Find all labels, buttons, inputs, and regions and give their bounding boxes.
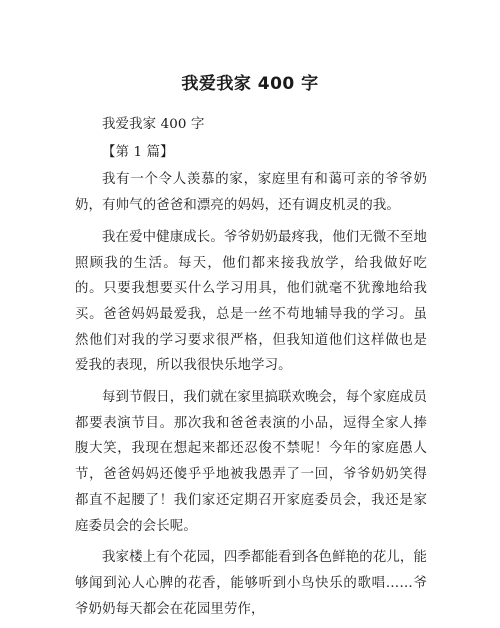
paragraph-4: 我家楼上有个花园，四季都能看到各色鲜艳的花儿，能够闻到沁人心脾的花香，能够听到小鸟快乐的歌唱……爷爷奶奶每天都会在花园里劳作， — [75, 550, 427, 617]
document-body — [75, 112, 427, 628]
section-label: 【第 1 篇】 — [102, 144, 174, 160]
paragraph-1: 我有一个令人羡慕的家，家庭里有和蔼可亲的爷爷奶奶，有帅气的爸爸和漂亮的妈妈，还有调皮机灵的我。 — [75, 172, 427, 214]
document-subtitle: 我爱我家 400 字 — [102, 117, 205, 132]
document-title: 我爱我家 400 字 — [181, 74, 319, 94]
paragraph-3: 每到节假日，我们就在家里搞联欢晚会，每个家庭成员都要表演节目。那次我和爸爸表演的小品，逗得全家人捧腹大笑，我现在想起来都还忍俊不禁呢！今年的家庭愚人节，爸爸妈妈还傻乎乎地被我愚弄了一回，爷爷奶奶笑得都直不起腰了！我们家还定期召开家庭委员会，我还是家庭委员会的会长呢。 — [75, 390, 427, 534]
paragraph-2: 我在爱中健康成长。爷爷奶奶最疼我，他们无微不至地照顾我的生活。每天，他们都来接我放学，给我做好吃的。只要我想要买什么学习用具，他们就毫不犹豫地给我买。爸爸妈妈最爱我，总是一丝不苟地辅导我的学习。虽然他们对我的学习要求很严格，但我知道他们这样做也是爱我的表现，所以我很快乐地学习。 — [75, 229, 427, 374]
